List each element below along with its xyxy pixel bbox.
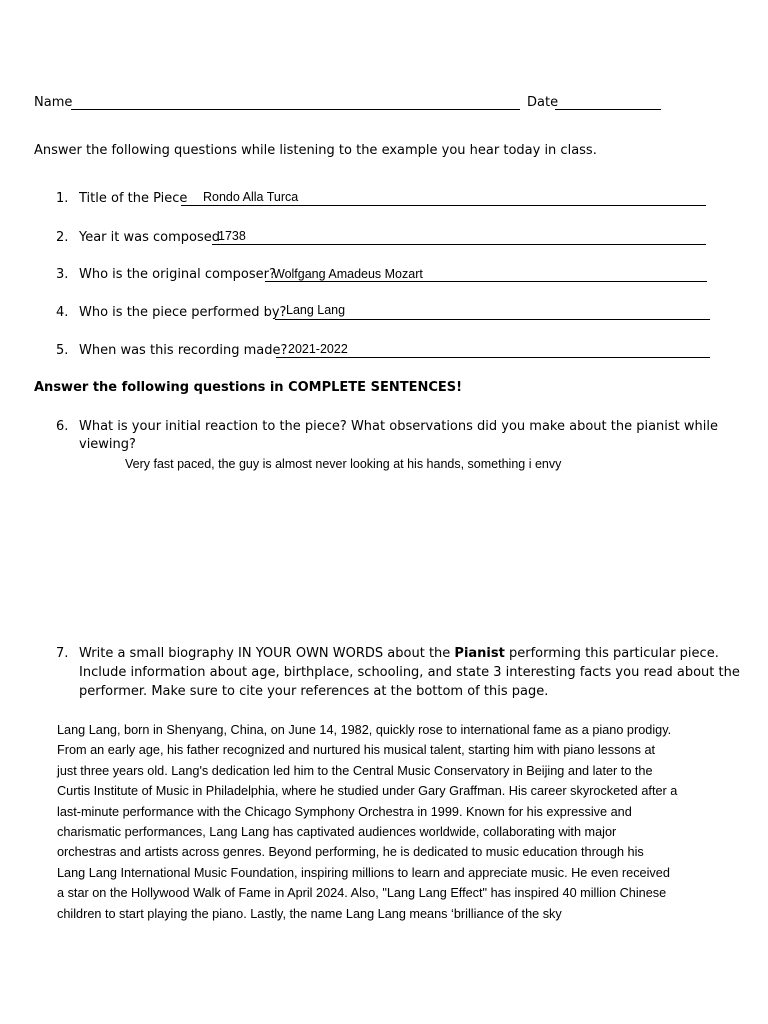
biography-line: Lang Lang International Music Foundation, inspiring millions to learn and appreciate music. He even received (57, 865, 670, 880)
q7-prompt-line3: performer. Make sure to cite your references at the bottom of this page. (79, 684, 549, 699)
q7-prompt-line2: Include information about age, birthplace, schooling, and state 3 interesting facts you read about the (79, 665, 740, 680)
q5-answer: 2021-2022 (288, 342, 348, 356)
q2-prompt: Year it was composed (79, 230, 220, 245)
biography-line: Lang Lang, born in Shenyang, China, on June 14, 1982, quickly rose to international fame as a piano prodigy. (57, 723, 672, 737)
q2-number: 2. (56, 230, 69, 245)
q2-answer: 1738 (218, 229, 246, 243)
q7-prompt-bold: Pianist (454, 646, 505, 661)
biography-line: orchestras and artists across genres. Beyond performing, he is dedicated to music education through his (57, 845, 644, 860)
name-label: Name (34, 95, 73, 110)
q7-number: 7. (56, 646, 69, 661)
q1-answer-field[interactable] (181, 205, 706, 206)
q7-prompt-text-b: performing this particular piece. (504, 646, 719, 661)
q5-number: 5. (56, 343, 69, 358)
q6-prompt-line1: What is your initial reaction to the piece? What observations did you make about the pianist while (79, 419, 718, 434)
q2-answer-field[interactable] (212, 244, 706, 245)
date-label: Date (527, 95, 559, 110)
q6-number: 6. (56, 419, 69, 434)
q1-number: 1. (56, 191, 69, 206)
biography-line: a star on the Hollywood Walk of Fame in April 2024. Also, "Lang Lang Effect" has inspired 40 million Chinese (57, 886, 667, 901)
biography-line: Curtis Institute of Music in Philadelphia, where he studied under Gary Graffman. His career skyrocketed after a (57, 784, 678, 799)
q4-answer: Lang Lang (286, 303, 346, 317)
q4-prompt: Who is the piece performed by? (79, 305, 287, 320)
q1-answer: Rondo Alla Turca (203, 190, 299, 204)
biography-line: just three years old. Lang's dedication led him to the Central Music Conservatory in Beijing and later to the (57, 763, 653, 778)
q4-number: 4. (56, 305, 69, 320)
q3-answer-field[interactable] (265, 281, 707, 282)
q5-prompt: When was this recording made? (79, 343, 288, 358)
q4-answer-field[interactable] (275, 319, 710, 320)
q5-answer-field[interactable] (276, 357, 710, 358)
q6-answer[interactable]: Very fast paced, the guy is almost never looking at his hands, something i envy (125, 457, 562, 471)
instructions: Answer the following questions while listening to the example you hear today in class. (34, 143, 597, 158)
q3-prompt: Who is the original composer? (79, 267, 276, 282)
biography-line: charismatic performances, Lang Lang has captivated audiences worldwide, collaborating with major (57, 825, 617, 840)
q3-number: 3. (56, 267, 69, 282)
q7-biography-answer[interactable] (57, 720, 707, 924)
biography-line: From an early age, his father recognized and nurtured his musical talent, starting him with piano lessons at (57, 743, 656, 758)
biography-line: children to start playing the piano. Lastly, the name Lang Lang means ‘brilliance of the sky (57, 906, 562, 921)
section-heading: Answer the following questions in COMPLETE SENTENCES! (34, 380, 463, 395)
q7-prompt-text-a: Write a small biography IN YOUR OWN WORDS about the (79, 646, 455, 661)
q6-prompt-line2: viewing? (79, 437, 136, 452)
q7-prompt-line1 (79, 646, 719, 662)
name-field[interactable] (71, 109, 520, 110)
date-field[interactable] (555, 109, 661, 110)
q1-prompt: Title of the Piece (79, 191, 188, 206)
biography-line: last-minute performance with the Chicago Symphony Orchestra in 1999. Known for his expressive and (57, 804, 632, 819)
q3-answer: Wolfgang Amadeus Mozart (273, 267, 423, 281)
